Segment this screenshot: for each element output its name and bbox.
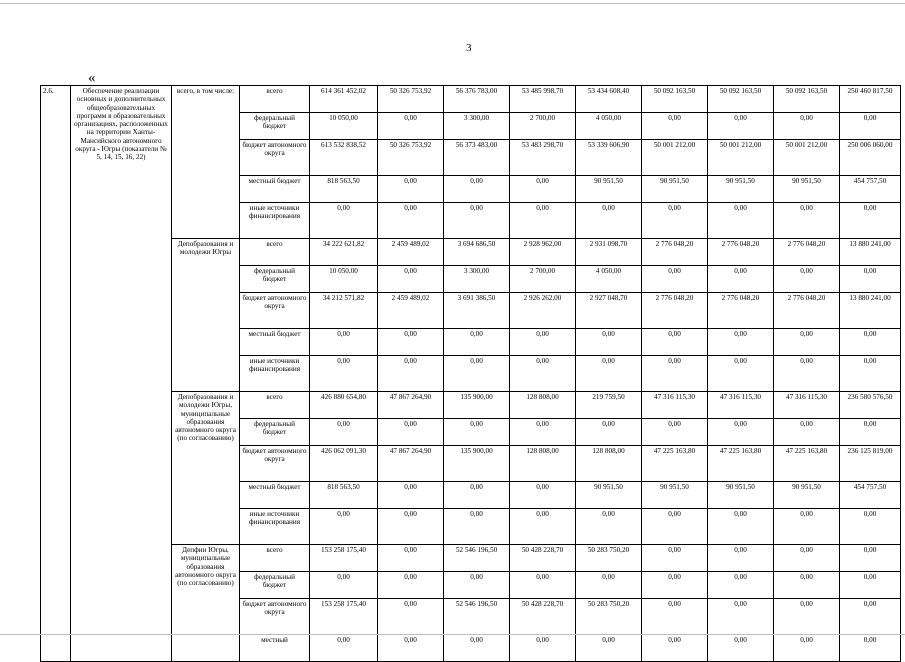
funding-type: федеральный бюджет: [240, 113, 310, 140]
amount-cell: 0,00: [774, 509, 840, 545]
amount-cell: 50 283 750,20: [576, 599, 642, 635]
amount-cell: 0,00: [378, 482, 444, 509]
amount-cell: 0,00: [510, 572, 576, 599]
funding-type: всего: [240, 86, 310, 113]
amount-cell: 0,00: [510, 482, 576, 509]
amount-cell: 0,00: [774, 203, 840, 239]
amount-cell: 0,00: [708, 329, 774, 356]
amount-cell: 0,00: [510, 176, 576, 203]
amount-cell: 0,00: [642, 329, 708, 356]
amount-cell: 3 300,00: [444, 266, 510, 293]
amount-cell: 236 125 819,00: [840, 446, 901, 482]
amount-cell: 0,00: [774, 545, 840, 572]
amount-cell: 0,00: [444, 572, 510, 599]
amount-cell: 47 225 163,80: [642, 446, 708, 482]
amount-cell: 2 931 098,70: [576, 239, 642, 266]
amount-cell: 90 951,50: [576, 482, 642, 509]
item-description: Обеспечение реализации основных и дополнительных общеобразовательных программ в образовательных организациях, расположенных на территории Ханты-Мансийского автономного округа - Югры (показатели № 5, 14, 15, 16, 22): [71, 86, 172, 662]
amount-cell: 0,00: [840, 635, 901, 662]
amount-cell: 0,00: [840, 203, 901, 239]
amount-cell: 90 951,50: [708, 482, 774, 509]
amount-cell: 0,00: [310, 419, 378, 446]
amount-cell: 0,00: [708, 545, 774, 572]
amount-cell: 3 694 686,50: [444, 239, 510, 266]
amount-cell: 2 776 048,20: [642, 239, 708, 266]
amount-cell: 47 225 163,80: [708, 446, 774, 482]
amount-cell: 0,00: [774, 419, 840, 446]
amount-cell: 0,00: [310, 509, 378, 545]
amount-cell: 128 808,00: [510, 392, 576, 419]
amount-cell: 3 300,00: [444, 113, 510, 140]
table-row: [41, 86, 901, 113]
amount-cell: 0,00: [774, 635, 840, 662]
amount-cell: 2 776 048,20: [774, 293, 840, 329]
amount-cell: 10 050,00: [310, 266, 378, 293]
amount-cell: 135 900,00: [444, 392, 510, 419]
funding-type: всего: [240, 392, 310, 419]
amount-cell: 13 880 241,00: [840, 239, 901, 266]
amount-cell: 52 546 196,50: [444, 599, 510, 635]
amount-cell: 90 951,50: [576, 176, 642, 203]
amount-cell: 128 808,00: [576, 446, 642, 482]
amount-cell: 0,00: [444, 419, 510, 446]
amount-cell: 13 880 241,00: [840, 293, 901, 329]
amount-cell: 53 485 998,70: [510, 86, 576, 113]
funding-type: иные источники финансирования: [240, 203, 310, 239]
funding-type: бюджет автономного округа: [240, 293, 310, 329]
amount-cell: 0,00: [840, 419, 901, 446]
page-number: 3: [466, 42, 472, 54]
amount-cell: 128 808,00: [510, 446, 576, 482]
funding-type: федеральный бюджет: [240, 572, 310, 599]
amount-cell: 0,00: [510, 356, 576, 392]
amount-cell: 0,00: [378, 113, 444, 140]
amount-cell: 47 225 163,80: [774, 446, 840, 482]
amount-cell: 0,00: [708, 599, 774, 635]
amount-cell: 0,00: [444, 176, 510, 203]
amount-cell: 2 927 048,70: [576, 293, 642, 329]
amount-cell: 0,00: [708, 419, 774, 446]
amount-cell: 0,00: [378, 266, 444, 293]
amount-cell: 0,00: [642, 113, 708, 140]
amount-cell: 50 428 228,70: [510, 599, 576, 635]
amount-cell: 0,00: [378, 329, 444, 356]
funding-type: местный бюджет: [240, 176, 310, 203]
amount-cell: 2 776 048,20: [642, 293, 708, 329]
amount-cell: 0,00: [708, 356, 774, 392]
amount-cell: 3 691 386,50: [444, 293, 510, 329]
amount-cell: 2 700,00: [510, 266, 576, 293]
amount-cell: 0,00: [310, 356, 378, 392]
funding-source-total: всего, в том числе:: [172, 86, 240, 239]
amount-cell: 47 867 264,90: [378, 446, 444, 482]
amount-cell: 0,00: [840, 545, 901, 572]
amount-cell: 0,00: [576, 635, 642, 662]
amount-cell: 50 001 212,00: [774, 140, 840, 176]
amount-cell: 0,00: [708, 203, 774, 239]
amount-cell: 0,00: [444, 635, 510, 662]
amount-cell: 90 951,50: [774, 482, 840, 509]
funding-type: местный бюджет: [240, 329, 310, 356]
amount-cell: 0,00: [444, 482, 510, 509]
amount-cell: 2 459 489,02: [378, 239, 444, 266]
amount-cell: 56 376 783,00: [444, 86, 510, 113]
funding-type: местный бюджет: [240, 482, 310, 509]
amount-cell: 454 757,50: [840, 176, 901, 203]
amount-cell: 0,00: [840, 509, 901, 545]
amount-cell: 90 951,50: [774, 176, 840, 203]
amount-cell: 0,00: [774, 356, 840, 392]
funding-type: всего: [240, 239, 310, 266]
amount-cell: 0,00: [310, 329, 378, 356]
amount-cell: 47 316 115,30: [708, 392, 774, 419]
quote-mark: «: [88, 70, 96, 86]
amount-cell: 0,00: [708, 572, 774, 599]
amount-cell: 0,00: [510, 329, 576, 356]
amount-cell: 0,00: [444, 509, 510, 545]
amount-cell: 153 258 175,40: [310, 545, 378, 572]
amount-cell: 0,00: [576, 329, 642, 356]
amount-cell: 0,00: [576, 419, 642, 446]
amount-cell: 47 316 115,30: [774, 392, 840, 419]
amount-cell: 10 050,00: [310, 113, 378, 140]
amount-cell: 50 092 163,50: [642, 86, 708, 113]
amount-cell: 135 900,00: [444, 446, 510, 482]
scan-edge-top: [0, 3, 905, 4]
amount-cell: 613 532 838,52: [310, 140, 378, 176]
amount-cell: 250 006 060,00: [840, 140, 901, 176]
amount-cell: 0,00: [708, 509, 774, 545]
amount-cell: 0,00: [576, 203, 642, 239]
amount-cell: 0,00: [708, 266, 774, 293]
amount-cell: 0,00: [642, 509, 708, 545]
amount-cell: 0,00: [444, 356, 510, 392]
amount-cell: 0,00: [840, 599, 901, 635]
amount-cell: 219 759,50: [576, 392, 642, 419]
amount-cell: 4 050,00: [576, 113, 642, 140]
item-number: 2.6.: [41, 86, 71, 662]
responsible-executor: Депобразования и молодежи Югры, муниципальные образования автономного округа (по согласованию): [172, 392, 240, 545]
amount-cell: 0,00: [378, 509, 444, 545]
amount-cell: 0,00: [642, 419, 708, 446]
funding-type: местный: [240, 635, 310, 662]
amount-cell: 0,00: [774, 329, 840, 356]
amount-cell: 50 001 212,00: [642, 140, 708, 176]
amount-cell: 4 050,00: [576, 266, 642, 293]
amount-cell: 0,00: [510, 635, 576, 662]
amount-cell: 614 361 452,02: [310, 86, 378, 113]
amount-cell: 0,00: [310, 635, 378, 662]
amount-cell: 0,00: [444, 203, 510, 239]
funding-type: иные источники финансирования: [240, 356, 310, 392]
amount-cell: 47 316 115,30: [642, 392, 708, 419]
funding-type: федеральный бюджет: [240, 266, 310, 293]
amount-cell: 0,00: [378, 599, 444, 635]
amount-cell: 0,00: [840, 572, 901, 599]
scan-edge-bottom: [0, 634, 905, 635]
amount-cell: 454 757,50: [840, 482, 901, 509]
amount-cell: 236 580 576,50: [840, 392, 901, 419]
amount-cell: 52 546 196,50: [444, 545, 510, 572]
table-body: [41, 86, 901, 662]
amount-cell: 0,00: [840, 356, 901, 392]
amount-cell: 0,00: [310, 572, 378, 599]
amount-cell: 0,00: [310, 203, 378, 239]
amount-cell: 53 339 606,90: [576, 140, 642, 176]
amount-cell: 50 283 750,20: [576, 545, 642, 572]
amount-cell: 0,00: [774, 572, 840, 599]
amount-cell: 0,00: [642, 356, 708, 392]
amount-cell: 0,00: [840, 329, 901, 356]
amount-cell: 153 258 175,40: [310, 599, 378, 635]
responsible-executor: Депобразования и молодежи Югры: [172, 239, 240, 392]
amount-cell: 90 951,50: [642, 176, 708, 203]
amount-cell: 56 373 483,00: [444, 140, 510, 176]
amount-cell: 0,00: [378, 176, 444, 203]
amount-cell: 90 951,50: [642, 482, 708, 509]
amount-cell: 0,00: [378, 572, 444, 599]
funding-type: всего: [240, 545, 310, 572]
amount-cell: 426 880 654,80: [310, 392, 378, 419]
amount-cell: 50 092 163,50: [708, 86, 774, 113]
amount-cell: 0,00: [642, 572, 708, 599]
amount-cell: 0,00: [378, 419, 444, 446]
amount-cell: 0,00: [642, 266, 708, 293]
amount-cell: 34 212 571,82: [310, 293, 378, 329]
amount-cell: 250 460 817,50: [840, 86, 901, 113]
amount-cell: 0,00: [444, 329, 510, 356]
amount-cell: 0,00: [642, 203, 708, 239]
responsible-executor: Депфин Югры, муниципальные образования автономного округа (по согласованию): [172, 545, 240, 662]
funding-type: бюджет автономного округа: [240, 446, 310, 482]
funding-type: федеральный бюджет: [240, 419, 310, 446]
amount-cell: 2 776 048,20: [708, 293, 774, 329]
amount-cell: 53 483 298,70: [510, 140, 576, 176]
amount-cell: 2 776 048,20: [708, 239, 774, 266]
amount-cell: 2 926 262,00: [510, 293, 576, 329]
amount-cell: 0,00: [774, 266, 840, 293]
amount-cell: 0,00: [708, 635, 774, 662]
amount-cell: 0,00: [378, 545, 444, 572]
amount-cell: 0,00: [708, 113, 774, 140]
amount-cell: 2 776 048,20: [774, 239, 840, 266]
amount-cell: 47 867 264,90: [378, 392, 444, 419]
amount-cell: 50 428 228,70: [510, 545, 576, 572]
amount-cell: 2 700,00: [510, 113, 576, 140]
amount-cell: 0,00: [378, 356, 444, 392]
amount-cell: 50 326 753,92: [378, 86, 444, 113]
funding-type: бюджет автономного округа: [240, 140, 310, 176]
amount-cell: 0,00: [840, 266, 901, 293]
amount-cell: 426 062 091,30: [310, 446, 378, 482]
amount-cell: 50 326 753,92: [378, 140, 444, 176]
amount-cell: 53 434 608,40: [576, 86, 642, 113]
funding-type: иные источники финансирования: [240, 509, 310, 545]
amount-cell: 818 563,50: [310, 482, 378, 509]
amount-cell: 50 001 212,00: [708, 140, 774, 176]
amount-cell: 90 951,50: [708, 176, 774, 203]
amount-cell: 0,00: [840, 113, 901, 140]
amount-cell: 0,00: [642, 635, 708, 662]
amount-cell: 818 563,50: [310, 176, 378, 203]
amount-cell: 0,00: [576, 509, 642, 545]
amount-cell: 0,00: [576, 572, 642, 599]
budget-table: [40, 85, 901, 662]
amount-cell: 0,00: [576, 356, 642, 392]
funding-type: бюджет автономного округа: [240, 599, 310, 635]
amount-cell: 2 459 489,02: [378, 293, 444, 329]
amount-cell: 0,00: [774, 599, 840, 635]
amount-cell: 2 928 962,00: [510, 239, 576, 266]
amount-cell: 34 222 621,82: [310, 239, 378, 266]
amount-cell: 0,00: [642, 545, 708, 572]
amount-cell: 0,00: [510, 509, 576, 545]
amount-cell: 0,00: [642, 599, 708, 635]
amount-cell: 0,00: [378, 203, 444, 239]
amount-cell: 0,00: [378, 635, 444, 662]
amount-cell: 0,00: [510, 203, 576, 239]
amount-cell: 0,00: [510, 419, 576, 446]
amount-cell: 0,00: [774, 113, 840, 140]
amount-cell: 50 092 163,50: [774, 86, 840, 113]
